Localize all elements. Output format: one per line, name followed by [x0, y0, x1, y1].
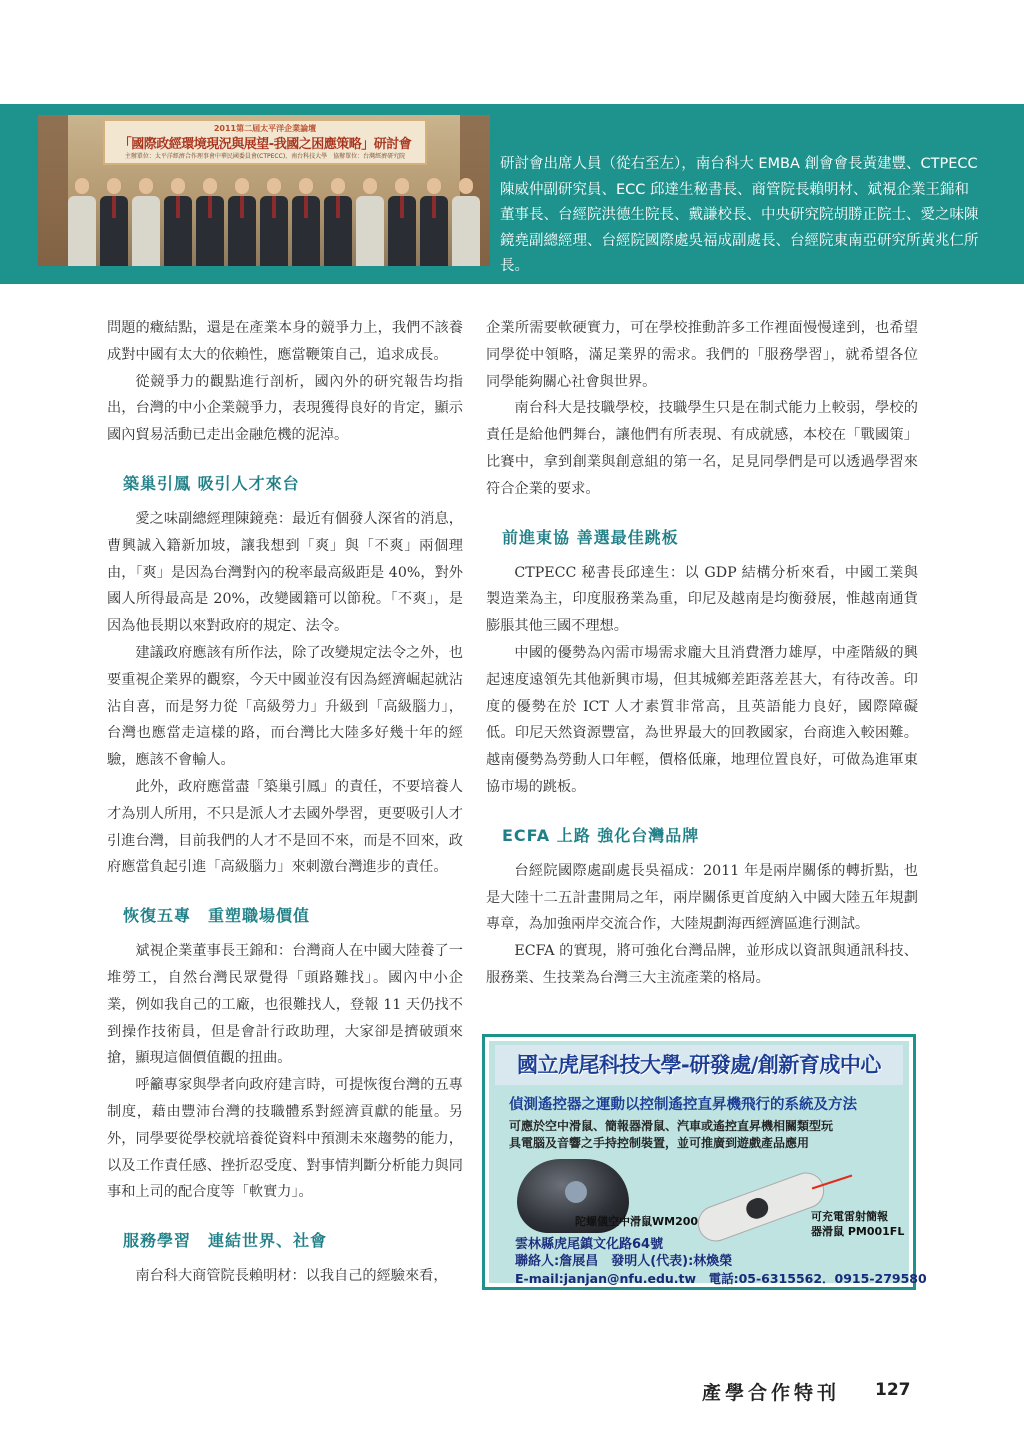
ad-contact: [515, 1236, 927, 1287]
paragraph: CTPECC 秘書長邱達生：以 GDP 結構分析來看，中國工業與製造業為主，印度服務業為重，印尼及越南是均衡發展，惟越南通貨膨脹其他三國不理想。: [486, 564, 918, 635]
ad-title: 國立虎尾科技大學-研發處/創新育成中心: [495, 1045, 903, 1085]
photo-caption: 研討會出席人員（從右至左），南台科大 EMBA 創會會長黃建豐、CTPECC 陳威仲副研究員、ECC 邱達生秘書長、商管院長賴明材、斌視企業王錦和董事長、台經院洪德生院長、戴謙校長、中央研究院胡勝正院士、愛之味陳鏡堯副總經理、台經院國際處吳福成副處長、台經院東南亞研究所黃兆仁所長。: [500, 156, 979, 274]
ad-address: 雲林縣虎尾鎮文化路64號: [515, 1237, 664, 1252]
paragraph: 呼籲專家與學者向政府建言時，可提恢復台灣的五專制度，藉由豐沛台灣的技職體系對經濟貢獻的能量。另外，同學要從學校就培養從資料中預測未來趨勢的能力，以及工作責任感、挫折忍受度、對事情判斷分析能力與同事和上司的配合度等「軟實力」。: [107, 1077, 463, 1201]
paragraph: 建議政府應該有所作法，除了改變規定法令之外，也要重視企業界的觀察，今天中國並沒有因為經濟崛起就沾沾自喜，而是努力從「高級勞力」升級到「高級腦力」，台灣也應當走這樣的路，而台灣比大陸多好幾十年的經驗，應該不會輸人。: [107, 644, 463, 769]
laser-pointer-image: [693, 1168, 829, 1247]
conference-sign: [103, 119, 427, 165]
ad-description: [509, 1118, 833, 1152]
page-number: 127: [875, 1380, 911, 1400]
ad-contact-person: 聯絡人:詹展昌 發明人(代表):林煥榮: [515, 1254, 733, 1269]
paragraph: 此外，政府應當盡「築巢引鳳」的責任，不要培養人才為別人所用，不只是派人才去國外學習，更要吸引人才引進台灣，目前我們的人才不是回不來，而是不回來，政府應當負起引進「高級腦力」來刺激台灣進步的責任。: [107, 778, 463, 876]
pointer-label-line: 器滑鼠 PM001FL: [811, 1225, 905, 1238]
air-mouse-label: 陀螺儀空中滑鼠WM200: [575, 1215, 699, 1228]
paragraph: 愛之味副總經理陳鏡堯：最近有個發人深省的消息，曹興誠入籍新加坡，讓我想到「爽」與「不爽」兩個理由，「爽」是因為台灣對內的稅率最高級距是 40%，對外國人所得最高是 20%，改變國籍可以節稅。「不爽」，是因為他長期以來對政府的規定、法令。: [107, 510, 463, 635]
section-heading: 服務學習 連結世界、社會: [123, 1231, 328, 1251]
ad-description-line: 具電腦及音響之手持控制裝置，並可推廣到遊戲產品應用: [509, 1136, 810, 1150]
sign-top-text: 2011第二屆太平洋企業論壇: [213, 124, 317, 133]
paragraph: 問題的癥結點，還是在產業本身的競爭力上，我們不該養成對中國有太大的依賴性，應當鞭策自己，追求成長。: [107, 320, 463, 363]
paragraph: ECFA 的實現，將可強化台灣品牌，並形成以資訊與通訊科技、服務業、生技業為台灣三大主流產業的格局。: [486, 943, 918, 986]
conference-photo: [38, 115, 490, 266]
paragraph: 從競爭力的觀點進行剖析，國內外的研究報告均指出，台灣的中小企業競爭力，表現獲得良好的肯定，顯示國內貿易活動已走出金融危機的泥淖。: [107, 373, 463, 444]
right-column: [486, 315, 918, 992]
paragraph: 台經院國際處副處長吳福成：2011 年是兩岸關係的轉折點，也是大陸十二五計畫開局之年，兩岸關係更首度納入中國大陸五年規劃專章，為加強兩岸交流合作，大陸規劃海西經濟區進行測試。: [486, 862, 918, 933]
publication-title: 產學合作特刊: [702, 1382, 841, 1404]
paragraph: 中國的優勢為內需市場需求龐大且消費潛力雄厚，中產階級的興起速度遠領先其他新興市場，但其城鄉差距落差甚大，有待改善。印度的優勢在於 ICT 人才素質非常高，且英語能力良好，國際障礙低。印尼天然資源豐富，為世界最大的回教國家，台商進入較困難。越南優勢為勞動人口年輕，價格低廉，地理位置良好，可做為進軍東協市場的跳板。: [486, 644, 918, 795]
section-heading: ECFA 上路 強化台灣品牌: [502, 825, 700, 845]
paragraph: 企業所需要軟硬實力，可在學校推動許多工作裡面慢慢達到，也希望同學從中領略，滿足業界的需求。我們的「服務學習」，就希望各位同學能夠關心社會與世界。: [486, 320, 918, 390]
paragraph: 南台科大是技職學校，技職學生只是在制式能力上較弱，學校的責任是給他們舞台，讓他們有所表現、有成就感，本校在「戰國策」比賽中，拿到創業與創意組的第一名，足見同學們是可以透過學習來符合企業的要求。: [486, 400, 918, 497]
ad-subtitle: 偵測遙控器之運動以控制遙控直昇機飛行的系統及方法: [509, 1097, 857, 1113]
ad-email-phone: E-mail:janjan@nfu.edu.tw 電話:05-6315562．0915-279580: [515, 1271, 927, 1286]
ad-description-line: 可應於空中滑鼠、簡報器滑鼠、汽車或遙控直昇機相關類型玩: [509, 1119, 834, 1133]
advertisement: [482, 1034, 927, 1290]
left-column: [107, 315, 463, 1290]
section-heading: 前進東協 善選最佳跳板: [502, 527, 679, 547]
paragraph: 斌視企業董事長王錦和：台灣商人在中國大陸養了一堆勞工，自然台灣民眾覺得「頭路難找」。國內中小企業，例如我自己的工廠，也很難找人，登報 11 天仍找不到操作技術員，但是會計行政助理，大家卻是擠破頭來搶，顯現這個價值觀的扭曲。: [107, 943, 463, 1067]
pointer-label-line: 可充電雷射簡報: [811, 1210, 888, 1223]
paragraph: 南台科大商管院長賴明材：以我自己的經驗來看，: [135, 1268, 448, 1285]
sign-sub-text: 主辦單位：太平洋經濟合作理事會中華民國委員會(CTPECC)、南台科技大學 協辦單位：台灣經濟研究院: [124, 153, 406, 160]
sign-main-text: 「國際政經環境現況與展望-我國之困應策略」研討會: [118, 137, 412, 152]
pointer-label: [811, 1209, 904, 1239]
section-heading: 恢復五專 重塑職場價值: [123, 906, 311, 926]
section-heading: 築巢引鳳 吸引人才來台: [123, 473, 300, 493]
